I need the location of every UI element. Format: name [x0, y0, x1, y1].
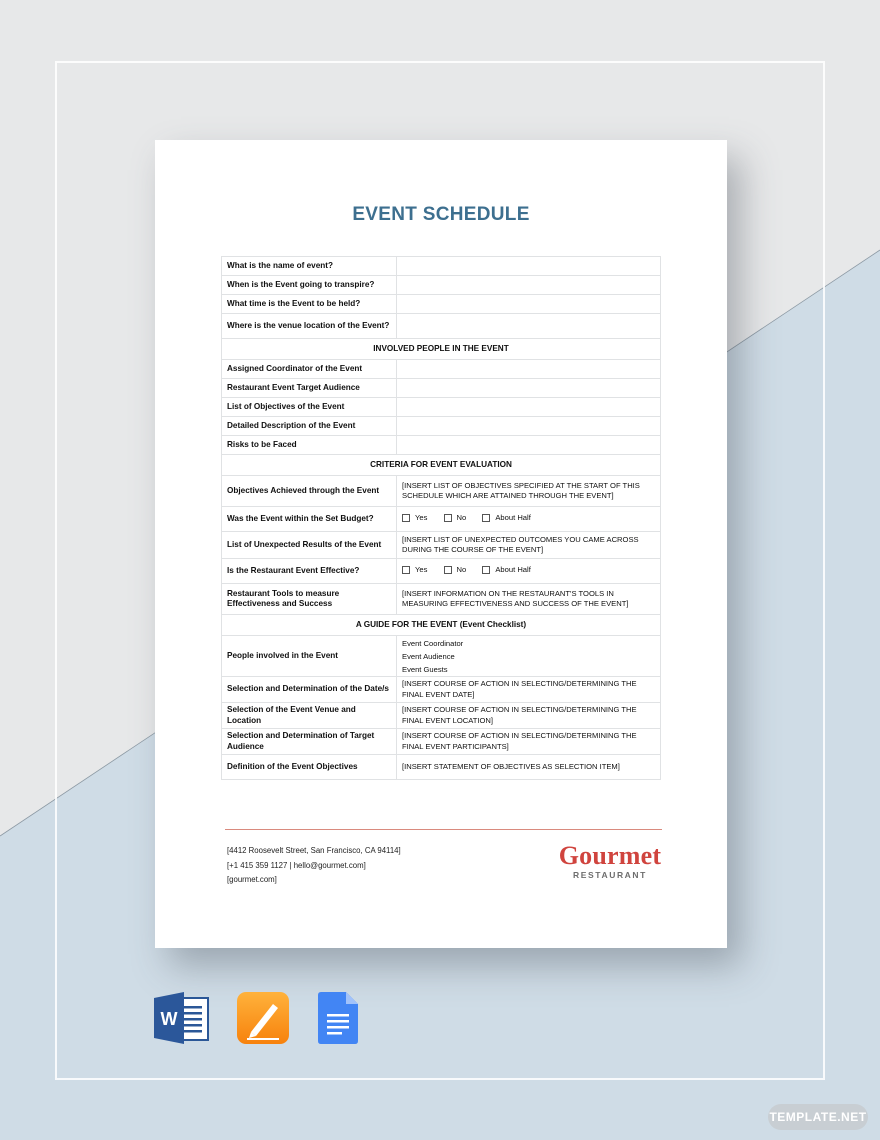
option-label: Yes [415, 564, 428, 574]
checklist-item: Event Coordinator [402, 638, 464, 648]
footer-address: [4412 Roosevelt Street, San Francisco, CA 94114] [227, 846, 401, 855]
question-cell: Where is the venue location of the Event? [222, 314, 397, 339]
option-no[interactable] [444, 513, 467, 523]
table-row [222, 755, 661, 780]
table-row [222, 584, 661, 615]
answer-cell[interactable]: [INSERT STATEMENT OF OBJECTIVES AS SELECTION ITEM] [397, 755, 661, 780]
answer-cell[interactable]: [INSERT INFORMATION ON THE RESTAURANT'S TOOLS IN MEASURING EFFECTIVENESS AND SUCCESS OF THE EVENT] [397, 584, 661, 615]
checklist-item: Event Audience [402, 651, 455, 661]
question-cell: Selection and Determination of the Date/s [222, 677, 397, 703]
budget-options [397, 507, 661, 532]
question-cell: When is the Event going to transpire? [222, 276, 397, 295]
table-row [222, 417, 661, 436]
question-cell: What is the name of event? [222, 257, 397, 276]
question-cell: List of Unexpected Results of the Event [222, 532, 397, 559]
table-row [222, 295, 661, 314]
answer-cell[interactable] [397, 276, 661, 295]
question-cell: Assigned Coordinator of the Event [222, 360, 397, 379]
answer-cell[interactable] [397, 398, 661, 417]
answer-cell[interactable] [397, 436, 661, 455]
checkbox-icon[interactable] [402, 566, 410, 574]
question-cell: Restaurant Tools to measure Effectiveness and Success [222, 584, 397, 615]
option-label: No [456, 564, 467, 574]
question-cell: List of Objectives of the Event [222, 398, 397, 417]
section-header-criteria: CRITERIA FOR EVENT EVALUATION [222, 455, 661, 476]
question-cell: Definition of the Event Objectives [222, 755, 397, 780]
microsoft-word-icon[interactable] [154, 992, 210, 1044]
document-title: EVENT SCHEDULE [352, 204, 530, 225]
checkbox-icon[interactable] [402, 514, 410, 522]
table-row [222, 257, 661, 276]
checklist-cell [397, 636, 661, 677]
option-label: About Half [495, 564, 531, 574]
checkbox-icon[interactable] [444, 514, 452, 522]
answer-cell[interactable]: [INSERT COURSE OF ACTION IN SELECTING/DETERMINING THE FINAL EVENT LOCATION] [397, 703, 661, 729]
question-cell: What time is the Event to be held? [222, 295, 397, 314]
answer-cell[interactable] [397, 360, 661, 379]
footer-divider [225, 829, 662, 830]
footer-website: [gourmet.com] [227, 875, 277, 884]
checkbox-icon[interactable] [482, 514, 490, 522]
table-row [222, 703, 661, 729]
logo-wordmark: Gourmet [558, 841, 662, 870]
table-row [222, 507, 661, 532]
option-about-half[interactable] [482, 513, 530, 523]
table-row [222, 360, 661, 379]
option-no[interactable] [444, 565, 467, 575]
answer-cell[interactable] [397, 314, 661, 339]
option-yes[interactable] [402, 513, 427, 523]
checkbox-icon[interactable] [444, 566, 452, 574]
answer-cell[interactable]: [INSERT LIST OF OBJECTIVES SPECIFIED AT THE START OF THIS SCHEDULE WHICH ARE ATTAINED THROUGH THE EVENT] [397, 476, 661, 507]
question-cell: Detailed Description of the Event [222, 417, 397, 436]
footer-address-block [227, 844, 401, 888]
footer-contact: [+1 415 359 1127 | hello@gourmet.com] [227, 860, 366, 870]
question-cell: Restaurant Event Target Audience [222, 379, 397, 398]
section-header-people: INVOLVED PEOPLE IN THE EVENT [222, 339, 661, 360]
table-row [222, 398, 661, 417]
answer-cell[interactable] [397, 417, 661, 436]
option-label: About Half [495, 512, 531, 522]
question-cell: Objectives Achieved through the Event [222, 476, 397, 507]
question-cell: Risks to be Faced [222, 436, 397, 455]
option-about-half[interactable] [482, 565, 530, 575]
option-label: Yes [415, 512, 428, 522]
question-cell: People involved in the Event [222, 636, 397, 677]
answer-cell[interactable] [397, 257, 661, 276]
checklist-item: Event Guests [402, 664, 448, 674]
answer-cell[interactable]: [INSERT COURSE OF ACTION IN SELECTING/DETERMINING THE FINAL EVENT DATE] [397, 677, 661, 703]
google-docs-icon[interactable] [318, 992, 358, 1044]
question-cell: Selection and Determination of Target Audience [222, 729, 397, 755]
table-row [222, 729, 661, 755]
event-schedule-table [221, 256, 661, 780]
section-header-row [222, 339, 661, 360]
table-row [222, 677, 661, 703]
answer-cell[interactable]: [INSERT LIST OF UNEXPECTED OUTCOMES YOU CAME ACROSS DURING THE COURSE OF THE EVENT] [397, 532, 661, 559]
question-cell: Selection of the Event Venue and Location [222, 703, 397, 729]
option-label: No [456, 512, 467, 522]
question-cell: Is the Restaurant Event Effective? [222, 559, 397, 584]
question-cell: Was the Event within the Set Budget? [222, 507, 397, 532]
table-row [222, 636, 661, 677]
answer-cell[interactable]: [INSERT COURSE OF ACTION IN SELECTING/DETERMINING THE FINAL EVENT PARTICIPANTS] [397, 729, 661, 755]
checkbox-icon[interactable] [482, 566, 490, 574]
word-letter: W [160, 1009, 178, 1029]
table-row [222, 559, 661, 584]
document-page [155, 140, 727, 948]
table-row [222, 532, 661, 559]
table-row [222, 379, 661, 398]
option-yes[interactable] [402, 565, 427, 575]
section-header-row [222, 455, 661, 476]
table-row [222, 314, 661, 339]
answer-cell[interactable] [397, 295, 661, 314]
template-net-watermark[interactable]: TEMPLATE.NET [768, 1104, 868, 1130]
section-header-row [222, 615, 661, 636]
effective-options [397, 559, 661, 584]
table-row [222, 476, 661, 507]
answer-cell[interactable] [397, 379, 661, 398]
table-row [222, 276, 661, 295]
table-row [222, 436, 661, 455]
logo-subtitle: RESTAURANT [573, 870, 647, 880]
gourmet-logo [555, 843, 665, 880]
apple-pages-icon[interactable] [237, 992, 289, 1044]
section-header-guide: A GUIDE FOR THE EVENT (Event Checklist) [222, 615, 661, 636]
